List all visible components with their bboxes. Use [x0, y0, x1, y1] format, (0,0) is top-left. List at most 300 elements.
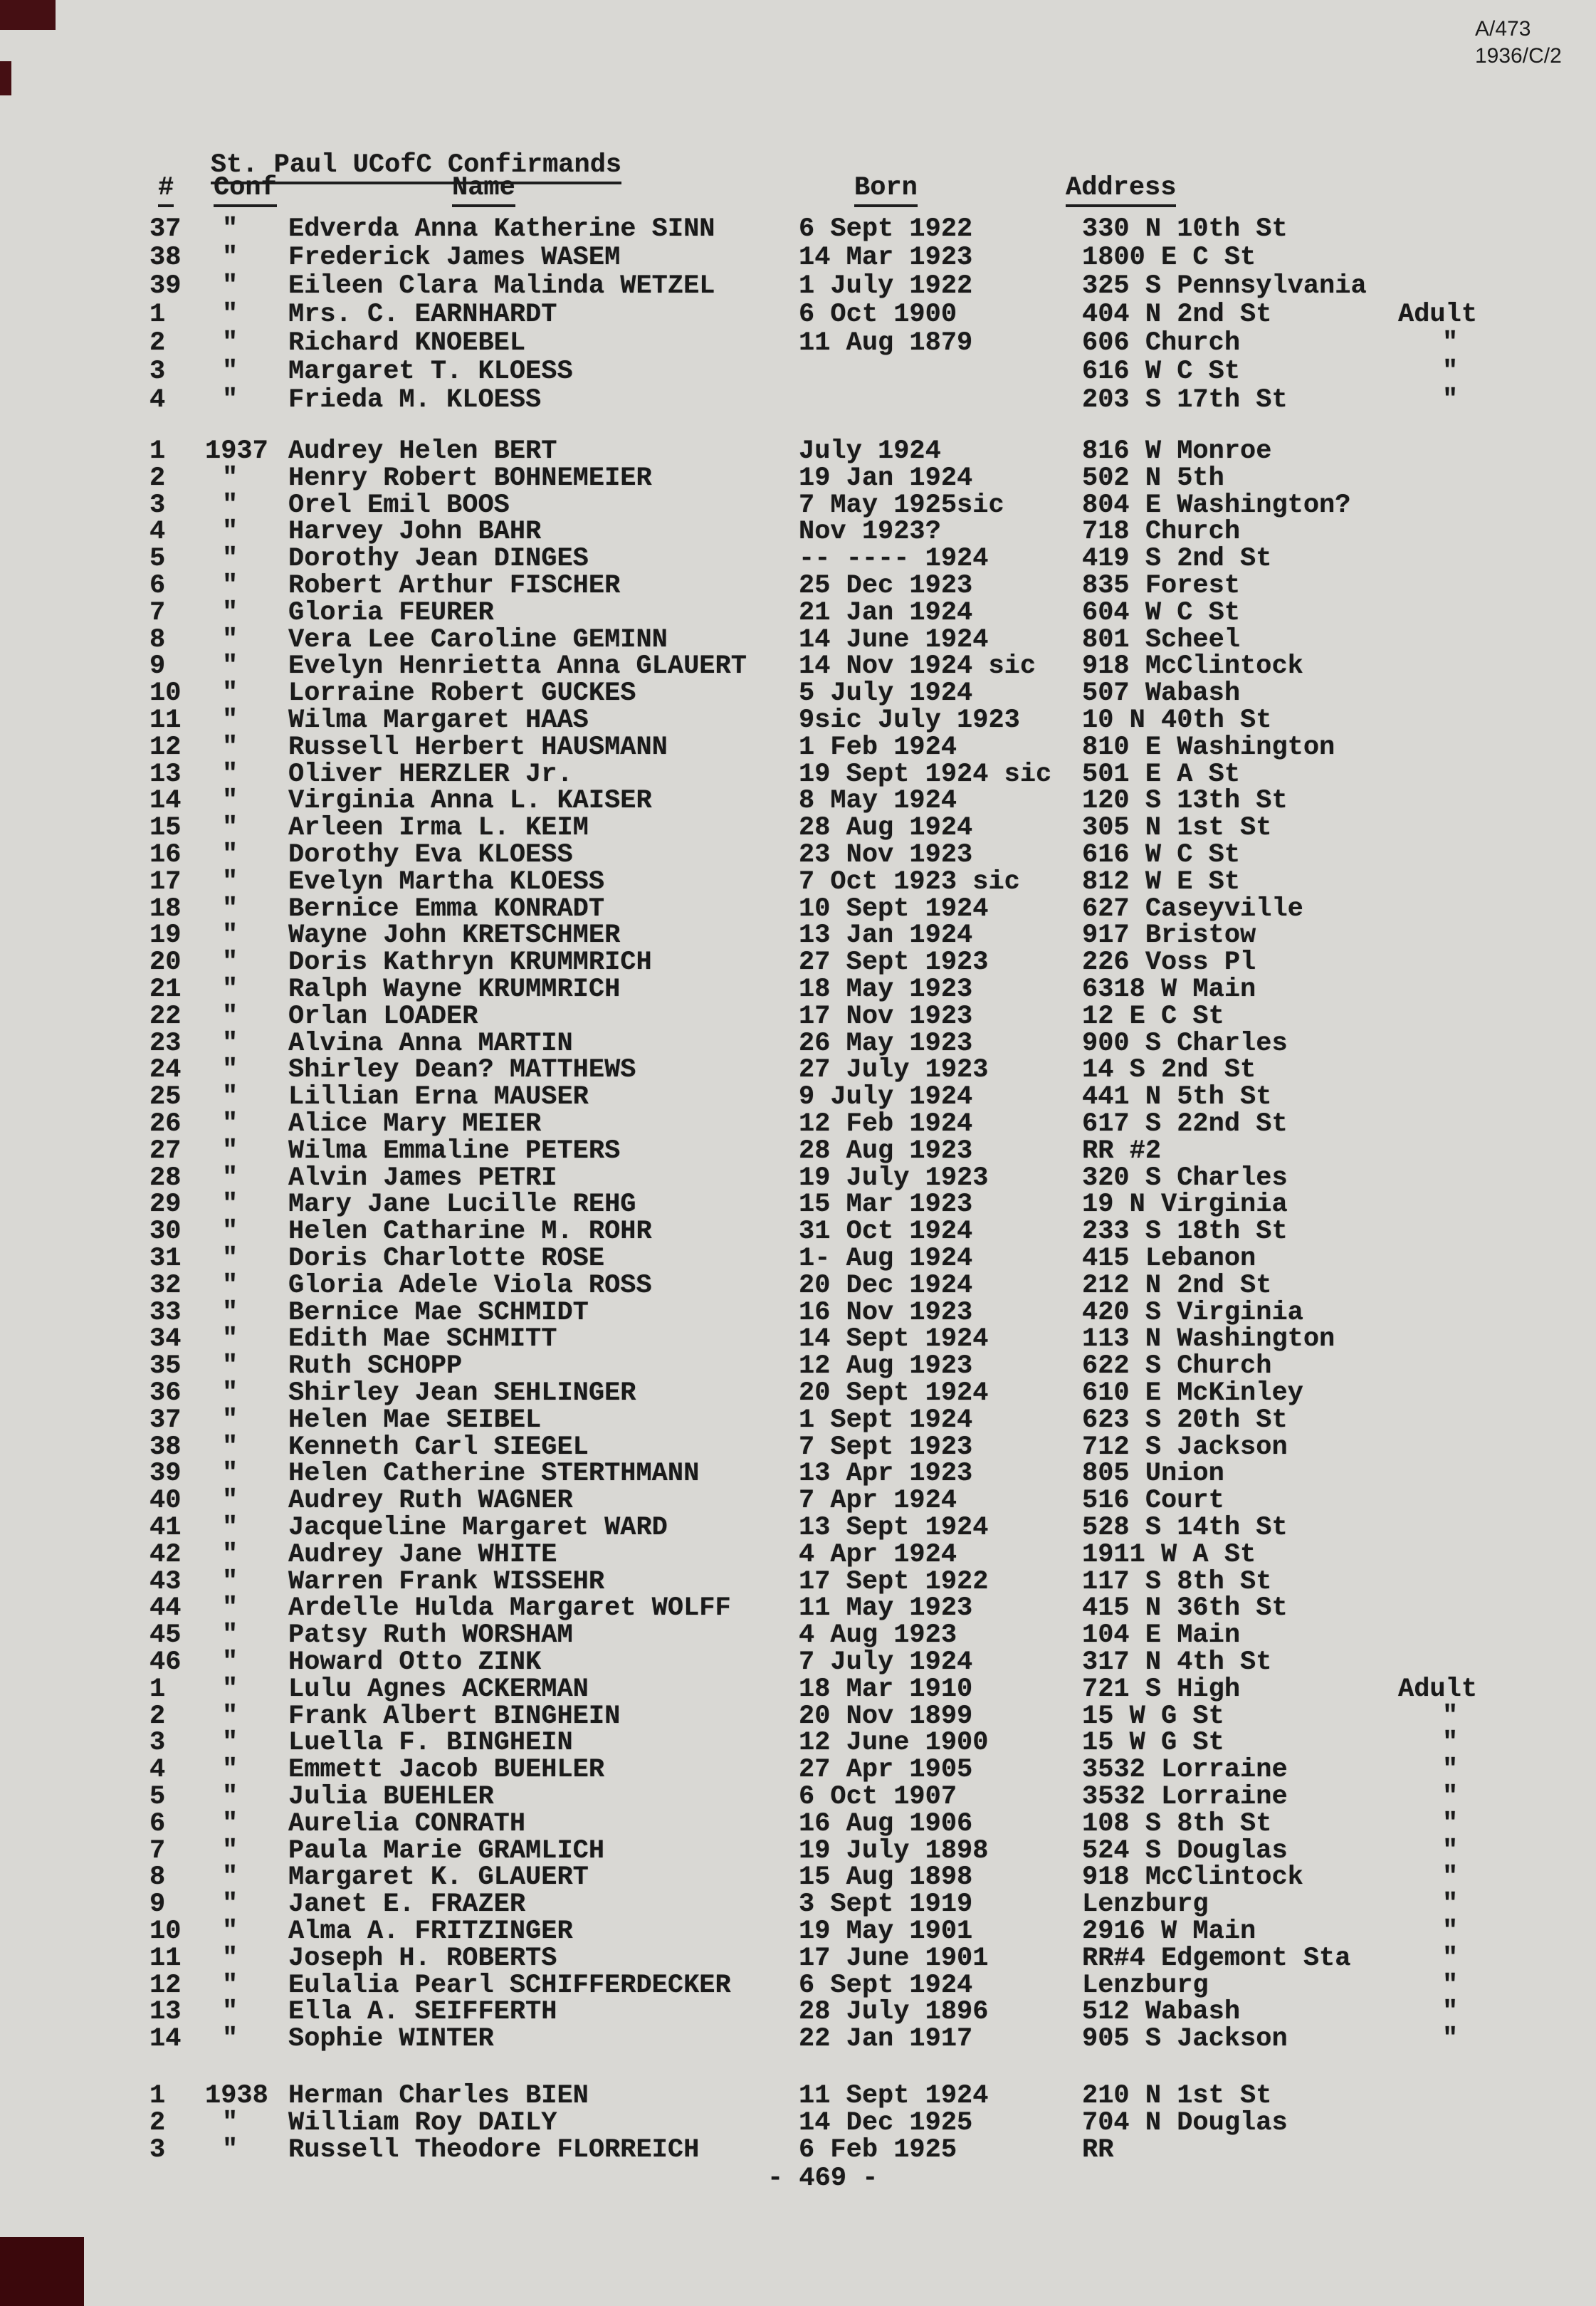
- confirmation-year: ": [222, 1082, 238, 1113]
- row-number: 3: [149, 490, 166, 520]
- table-row: [0, 1028, 1596, 1059]
- birth-date: 7 Apr 1924: [799, 1486, 957, 1516]
- birth-date: 12 Aug 1923: [799, 1351, 973, 1382]
- column-header-number: #: [158, 174, 174, 207]
- confirmand-name: Howard Otto ZINK: [288, 1647, 542, 1677]
- birth-date: July 1924: [799, 436, 941, 466]
- confirmand-name: Vera Lee Caroline GEMINN: [288, 624, 668, 655]
- address: 3532 Lorraine: [1082, 1755, 1288, 1786]
- address: 610 E McKinley: [1082, 1378, 1303, 1408]
- address: RR#4 Edgemont Sta: [1082, 1943, 1351, 1974]
- confirmand-name: Luella F. BINGHEIN: [288, 1728, 573, 1759]
- birth-date: 10 Sept 1924: [799, 893, 989, 924]
- address: 325 S Pennsylvania: [1082, 271, 1367, 301]
- table-row: [0, 788, 1596, 815]
- confirmand-name: Audrey Jane WHITE: [288, 1539, 557, 1570]
- confirmation-year: ": [222, 1244, 238, 1274]
- table-row: [0, 1270, 1596, 1301]
- row-number: 5: [149, 1782, 166, 1812]
- birth-date: 18 Mar 1910: [799, 1674, 973, 1704]
- address: 704 N Douglas: [1082, 2107, 1288, 2138]
- address: 330 N 10th St: [1082, 214, 1288, 244]
- address: 120 S 13th St: [1082, 786, 1288, 817]
- birth-date: 15 Mar 1923: [799, 1190, 973, 1220]
- address: 805 Union: [1082, 1459, 1224, 1489]
- birth-date: 8 May 1924: [799, 786, 957, 817]
- confirmation-year: ": [222, 678, 238, 709]
- adult-note: ": [1442, 1970, 1459, 2001]
- confirmand-name: Sophie WINTER: [288, 2024, 494, 2055]
- birth-date: 6 Oct 1907: [799, 1782, 957, 1812]
- confirmation-year: ": [222, 1055, 238, 1086]
- confirmand-name: Ella A. SEIFFERTH: [288, 1997, 557, 2028]
- birth-date: 13 Apr 1923: [799, 1459, 973, 1489]
- birth-date: 27 Apr 1905: [799, 1755, 973, 1786]
- page-title: St. Paul UCofC Confirmands: [147, 122, 621, 213]
- table-row: [0, 386, 1596, 414]
- birth-date: 20 Sept 1924: [799, 1378, 989, 1408]
- confirmation-year: ": [222, 948, 238, 978]
- row-number: 22: [149, 1001, 182, 1032]
- adult-note: Adult: [1398, 1674, 1478, 1704]
- table-row: [0, 1674, 1596, 1704]
- confirmand-name: Oliver HERZLER Jr.: [288, 759, 573, 790]
- address: 528 S 14th St: [1082, 1513, 1288, 1543]
- address: 441 N 5th St: [1082, 1082, 1272, 1113]
- confirmation-year: ": [222, 866, 238, 897]
- row-number: 1: [149, 436, 166, 466]
- birth-date: 7 Oct 1923 sic: [799, 866, 1020, 897]
- table-row: [0, 1539, 1596, 1570]
- row-number: 20: [149, 948, 182, 978]
- confirmation-year: ": [222, 1997, 238, 2028]
- row-number: 10: [149, 1917, 182, 1946]
- confirmand-name: Wilma Margaret HAAS: [288, 706, 589, 735]
- table-row: [0, 300, 1596, 329]
- address: 810 E Washington: [1082, 732, 1335, 762]
- address: 524 S Douglas: [1082, 1835, 1288, 1866]
- row-number: 1: [149, 1674, 166, 1704]
- row-number: 7: [149, 597, 166, 628]
- birth-date: 12 June 1900: [799, 1728, 989, 1759]
- adult-note: ": [1442, 1808, 1459, 1839]
- row-number: 2: [149, 1701, 166, 1731]
- table-row: [0, 243, 1596, 272]
- row-number: 8: [149, 1862, 166, 1893]
- address: Lenzburg: [1082, 1970, 1209, 2001]
- birth-date: 14 Sept 1924: [799, 1324, 989, 1355]
- row-number: 2: [149, 2107, 166, 2138]
- birth-date: 3 Sept 1919: [799, 1890, 973, 1920]
- row-number: 11: [149, 1943, 182, 1974]
- table-row: [0, 1647, 1596, 1677]
- confirmand-name: Bernice Emma KONRADT: [288, 893, 605, 924]
- confirmand-name: Helen Mae SEIBEL: [288, 1405, 542, 1435]
- address: 721 S High: [1082, 1674, 1241, 1704]
- birth-date: 7 Sept 1923: [799, 1432, 973, 1462]
- row-number: 1: [149, 300, 166, 330]
- confirmand-name: Frederick James WASEM: [288, 243, 621, 273]
- address: 718 Church: [1082, 517, 1241, 547]
- table-row: [0, 1326, 1596, 1353]
- confirmation-year: ": [222, 1190, 238, 1220]
- birth-date: 28 July 1896: [799, 1997, 989, 2028]
- confirmation-year: ": [222, 2134, 238, 2165]
- birth-date: 14 Nov 1924 sic: [799, 651, 1036, 682]
- archive-reference-line2: 1936/C/2: [1475, 44, 1562, 68]
- table-row: [0, 1919, 1596, 1946]
- confirmation-year: 1938: [205, 2081, 268, 2111]
- confirmation-year: ": [222, 1943, 238, 1974]
- confirmand-name: Herman Charles BIEN: [288, 2081, 589, 2111]
- confirmand-block-1938: [0, 2083, 1596, 2164]
- confirmand-name: Warren Frank WISSEHR: [288, 1566, 605, 1597]
- confirmand-name: Ardelle Hulda Margaret WOLFF: [288, 1593, 731, 1624]
- confirmand-name: Orel Emil BOOS: [288, 490, 510, 520]
- row-number: 12: [149, 732, 182, 762]
- confirmation-year: ": [222, 243, 238, 273]
- address: 616 W C St: [1082, 357, 1241, 387]
- confirmand-name: Doris Kathryn KRUMMRICH: [288, 948, 652, 978]
- confirmand-name: Russell Theodore FLORREICH: [288, 2134, 700, 2165]
- confirmation-year: ": [222, 597, 238, 628]
- table-row: [0, 2134, 1596, 2165]
- birth-date: 19 Sept 1924 sic: [799, 759, 1052, 790]
- table-row: [0, 759, 1596, 790]
- address: 917 Bristow: [1082, 921, 1256, 951]
- row-number: 26: [149, 1109, 182, 1139]
- row-number: 8: [149, 624, 166, 655]
- confirmand-name: Joseph H. ROBERTS: [288, 1943, 557, 1974]
- confirmation-year: ": [222, 786, 238, 817]
- address: 19 N Virginia: [1082, 1190, 1288, 1220]
- row-number: 33: [149, 1297, 182, 1328]
- confirmand-name: Edverda Anna Katherine SINN: [288, 214, 715, 244]
- row-number: 14: [149, 2024, 182, 2055]
- adult-note: ": [1442, 1943, 1459, 1974]
- confirmand-name: Alma A. FRITZINGER: [288, 1917, 573, 1946]
- birth-date: 9 July 1924: [799, 1082, 973, 1113]
- confirmand-name: Eulalia Pearl SCHIFFERDECKER: [288, 1970, 731, 2001]
- birth-date: 21 Jan 1924: [799, 597, 973, 628]
- table-row: [0, 1808, 1596, 1839]
- confirmation-year: ": [222, 385, 238, 415]
- address: 415 N 36th St: [1082, 1593, 1288, 1624]
- confirmand-name: Gloria FEURER: [288, 597, 494, 628]
- birth-date: 12 Feb 1924: [799, 1109, 973, 1139]
- table-row: [0, 1405, 1596, 1435]
- table-row: [0, 1620, 1596, 1651]
- table-row: [0, 923, 1596, 950]
- confirmand-name: Lorraine Robert GUCKES: [288, 678, 636, 709]
- confirmand-name: Virginia Anna L. KAISER: [288, 786, 652, 817]
- birth-date: 14 Mar 1923: [799, 243, 973, 273]
- table-row: [0, 842, 1596, 869]
- confirmation-year: ": [222, 1136, 238, 1166]
- confirmation-year: ": [222, 1890, 238, 1920]
- address: 15 W G St: [1082, 1728, 1224, 1759]
- confirmation-year: ": [222, 1001, 238, 1032]
- address: 317 N 4th St: [1082, 1647, 1272, 1677]
- address: 3532 Lorraine: [1082, 1782, 1288, 1812]
- confirmand-block-1936: [0, 215, 1596, 414]
- adult-note: ": [1442, 1701, 1459, 1731]
- row-number: 3: [149, 1728, 166, 1759]
- row-number: 31: [149, 1244, 182, 1274]
- confirmation-year: ": [222, 1566, 238, 1597]
- confirmand-name: Eileen Clara Malinda WETZEL: [288, 271, 715, 301]
- row-number: 35: [149, 1351, 182, 1382]
- row-number: 39: [149, 271, 182, 301]
- confirmation-year: ": [222, 813, 238, 844]
- address: 415 Lebanon: [1082, 1244, 1256, 1274]
- confirmation-year: 1937: [205, 436, 268, 466]
- row-number: 16: [149, 840, 182, 870]
- confirmation-year: ": [222, 1324, 238, 1355]
- table-row: [0, 1943, 1596, 1974]
- address: 10 N 40th St: [1082, 706, 1272, 735]
- address: 6318 W Main: [1082, 975, 1256, 1005]
- adult-note: ": [1442, 1835, 1459, 1866]
- birth-date: 1- Aug 1924: [799, 1244, 973, 1274]
- table-row: [0, 651, 1596, 682]
- address: 617 S 22nd St: [1082, 1109, 1288, 1139]
- birth-date: 22 Jan 1917: [799, 2024, 973, 2055]
- table-row: [0, 546, 1596, 573]
- confirmand-name: Robert Arthur FISCHER: [288, 571, 621, 601]
- confirmand-block-1937: [0, 436, 1596, 2055]
- address: 108 S 8th St: [1082, 1808, 1272, 1839]
- address: RR #2: [1082, 1136, 1162, 1166]
- table-row: [0, 519, 1596, 546]
- birth-date: 4 Aug 1923: [799, 1620, 957, 1651]
- birth-date: 5 July 1924: [799, 678, 973, 709]
- confirmation-year: ": [222, 2024, 238, 2055]
- birth-date: 23 Nov 1923: [799, 840, 973, 870]
- row-number: 6: [149, 571, 166, 601]
- adult-note: ": [1442, 1862, 1459, 1893]
- table-row: [0, 490, 1596, 520]
- archive-reference-line1: A/473: [1475, 17, 1531, 41]
- birth-date: 31 Oct 1924: [799, 1217, 973, 1247]
- confirmand-name: Margaret T. KLOESS: [288, 357, 573, 387]
- row-number: 25: [149, 1082, 182, 1113]
- row-number: 37: [149, 214, 182, 244]
- birth-date: 17 Sept 1922: [799, 1566, 989, 1597]
- row-number: 37: [149, 1405, 182, 1435]
- birth-date: 6 Sept 1924: [799, 1970, 973, 2001]
- confirmation-year: ": [222, 463, 238, 493]
- archive-reference-note: [1475, 16, 1562, 70]
- address: 900 S Charles: [1082, 1028, 1288, 1059]
- birth-date: 7 May 1925sic: [799, 490, 1004, 520]
- birth-date: 17 June 1901: [799, 1943, 989, 1974]
- birth-date: 16 Aug 1906: [799, 1808, 973, 1839]
- confirmand-name: Doris Charlotte ROSE: [288, 1244, 605, 1274]
- row-number: 36: [149, 1378, 182, 1408]
- adult-note: ": [1442, 1997, 1459, 2028]
- confirmation-year: ": [222, 1782, 238, 1812]
- row-number: 28: [149, 1163, 182, 1193]
- birth-date: 6 Sept 1922: [799, 214, 973, 244]
- address: 918 McClintock: [1082, 651, 1303, 682]
- birth-date: 1 July 1922: [799, 271, 973, 301]
- address: 12 E C St: [1082, 1001, 1224, 1032]
- confirmation-year: ": [222, 544, 238, 575]
- address: 117 S 8th St: [1082, 1566, 1272, 1597]
- table-row: [0, 1001, 1596, 1032]
- confirmation-year: ": [222, 732, 238, 762]
- row-number: 17: [149, 866, 182, 897]
- table-row: [0, 1111, 1596, 1138]
- table-row: [0, 1380, 1596, 1408]
- table-row: [0, 1165, 1596, 1193]
- row-number: 29: [149, 1190, 182, 1220]
- row-number: 46: [149, 1647, 182, 1677]
- birth-date: 14 June 1924: [799, 624, 989, 655]
- confirmation-year: ": [222, 1728, 238, 1759]
- table-row: [0, 1701, 1596, 1731]
- birth-date: 4 Apr 1924: [799, 1539, 957, 1570]
- address: 606 Church: [1082, 328, 1241, 358]
- table-row: [0, 1138, 1596, 1165]
- confirmation-year: ": [222, 1028, 238, 1059]
- confirmand-name: Gloria Adele Viola ROSS: [288, 1270, 652, 1301]
- table-row: [0, 1057, 1596, 1084]
- adult-note: Adult: [1398, 300, 1478, 330]
- confirmation-year: ": [222, 357, 238, 387]
- row-number: 13: [149, 759, 182, 790]
- birth-date: 11 Sept 1924: [799, 2081, 989, 2111]
- birth-date: 18 May 1923: [799, 975, 973, 1005]
- birth-date: 6 Oct 1900: [799, 300, 957, 330]
- birth-date: 19 July 1923: [799, 1163, 989, 1193]
- table-row: [0, 272, 1596, 300]
- confirmand-name: Shirley Dean? MATTHEWS: [288, 1055, 636, 1086]
- row-number: 3: [149, 357, 166, 387]
- confirmand-name: Mrs. C. EARNHARDT: [288, 300, 557, 330]
- adult-note: ": [1442, 1890, 1459, 1920]
- scan-artifact-left-edge: [0, 61, 11, 95]
- birth-date: 26 May 1923: [799, 1028, 973, 1059]
- address: 404 N 2nd St: [1082, 300, 1272, 330]
- row-number: 30: [149, 1217, 182, 1247]
- row-number: 9: [149, 1890, 166, 1920]
- confirmation-year: ": [222, 300, 238, 330]
- row-number: 18: [149, 893, 182, 924]
- adult-note: ": [1442, 1728, 1459, 1759]
- row-number: 38: [149, 1432, 182, 1462]
- birth-date: 19 July 1898: [799, 1835, 989, 1866]
- confirmation-year: ": [222, 1862, 238, 1893]
- table-row: [0, 1219, 1596, 1246]
- confirmation-year: ": [222, 1755, 238, 1786]
- address: 210 N 1st St: [1082, 2081, 1272, 2111]
- address: 604 W C St: [1082, 597, 1241, 628]
- row-number: 2: [149, 328, 166, 358]
- confirmand-name: Helen Catherine STERTHMANN: [288, 1459, 700, 1489]
- row-number: 39: [149, 1459, 182, 1489]
- birth-date: 11 Aug 1879: [799, 328, 973, 358]
- table-row: [0, 1970, 1596, 2001]
- table-row: [0, 1515, 1596, 1542]
- confirmation-year: ": [222, 1647, 238, 1677]
- scan-artifact-top-left: [0, 0, 56, 30]
- table-row: [0, 1862, 1596, 1893]
- confirmand-name: Helen Catharine M. ROHR: [288, 1217, 652, 1247]
- confirmation-year: ": [222, 1297, 238, 1328]
- confirmation-year: ": [222, 490, 238, 520]
- row-number: 40: [149, 1486, 182, 1516]
- birth-date: 17 Nov 1923: [799, 1001, 973, 1032]
- table-row: [0, 1784, 1596, 1811]
- birth-date: 11 May 1923: [799, 1593, 973, 1624]
- table-row: [0, 732, 1596, 762]
- address: 905 S Jackson: [1082, 2024, 1288, 2055]
- birth-date: 13 Jan 1924: [799, 921, 973, 951]
- table-row: [0, 2083, 1596, 2110]
- birth-date: -- ---- 1924: [799, 544, 989, 575]
- confirmand-name: Ralph Wayne KRUMMRICH: [288, 975, 621, 1005]
- confirmation-year: ": [222, 651, 238, 682]
- confirmation-year: ": [222, 1432, 238, 1462]
- page-number: - 469 -: [767, 2164, 878, 2194]
- confirmation-year: ": [222, 1270, 238, 1301]
- table-row: [0, 1353, 1596, 1380]
- confirmand-name: Harvey John BAHR: [288, 517, 542, 547]
- row-number: 7: [149, 1835, 166, 1866]
- table-row: [0, 1246, 1596, 1273]
- column-header-address: Address: [1066, 174, 1176, 207]
- address: 804 E Washington?: [1082, 490, 1351, 520]
- confirmation-year: ": [222, 893, 238, 924]
- row-number: 32: [149, 1270, 182, 1301]
- address: 15 W G St: [1082, 1701, 1224, 1731]
- confirmand-name: Evelyn Martha KLOESS: [288, 866, 605, 897]
- table-row: [0, 950, 1596, 977]
- address: 627 Caseyville: [1082, 893, 1303, 924]
- address: 623 S 20th St: [1082, 1405, 1288, 1435]
- confirmation-year: ": [222, 214, 238, 244]
- row-number: 9: [149, 651, 166, 682]
- address: 420 S Virginia: [1082, 1297, 1303, 1328]
- column-header-conf: Conf: [214, 174, 277, 207]
- address: 801 Scheel: [1082, 624, 1241, 655]
- confirmation-year: ": [222, 1701, 238, 1731]
- address: RR: [1082, 2134, 1114, 2165]
- confirmand-name: Russell Herbert HAUSMANN: [288, 732, 668, 762]
- table-row: [0, 573, 1596, 600]
- address: 14 S 2nd St: [1082, 1055, 1256, 1086]
- adult-note: ": [1442, 1755, 1459, 1786]
- confirmation-year: ": [222, 1620, 238, 1651]
- birth-date: 1 Feb 1924: [799, 732, 957, 762]
- table-row: [0, 1488, 1596, 1515]
- confirmation-year: ": [222, 1378, 238, 1408]
- confirmation-year: ": [222, 624, 238, 655]
- birth-date: 13 Sept 1924: [799, 1513, 989, 1543]
- adult-note: ": [1442, 328, 1459, 358]
- adult-note: ": [1442, 357, 1459, 387]
- address: 305 N 1st St: [1082, 813, 1272, 844]
- table-row: [0, 1566, 1596, 1597]
- row-number: 44: [149, 1593, 182, 1624]
- address: 918 McClintock: [1082, 1862, 1303, 1893]
- table-row: [0, 893, 1596, 924]
- table-row: [0, 1835, 1596, 1866]
- confirmation-year: ": [222, 1917, 238, 1946]
- confirmand-name: Alvina Anna MARTIN: [288, 1028, 573, 1059]
